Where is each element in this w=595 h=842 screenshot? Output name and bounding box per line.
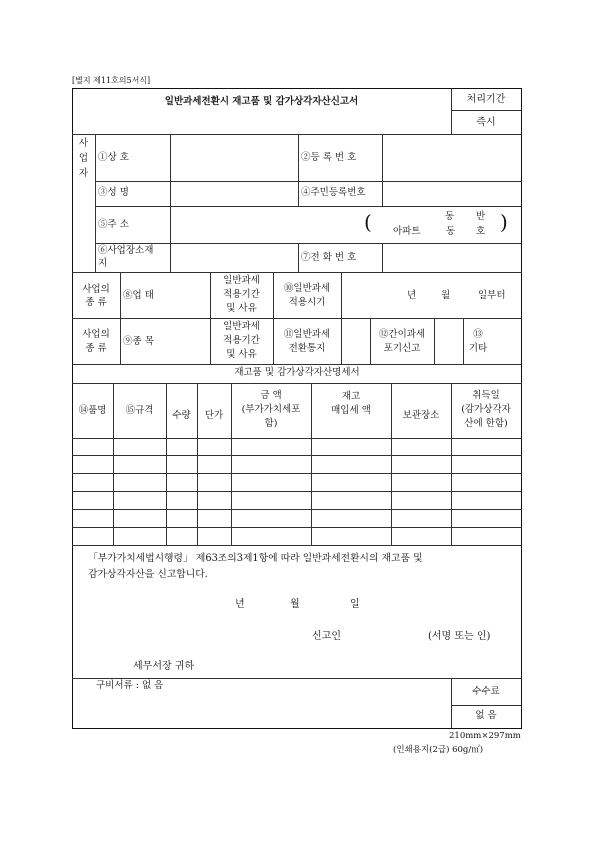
reg-number-label: ②등 록 번 호 [301, 152, 357, 163]
addressee: 세무서장 귀하 [133, 661, 195, 672]
col-unit-price: 단가 [204, 410, 224, 421]
frame-bottom [72, 728, 522, 729]
col-amount-c: 함) [264, 418, 278, 429]
divider [72, 318, 522, 319]
col-acquisition-date-c: 산에 한함) [464, 418, 508, 429]
address-apartment: 아파트 [393, 226, 421, 237]
reporter-label: 신고인 [312, 631, 341, 642]
divider [72, 438, 522, 439]
section-label-1: 사 [78, 138, 89, 149]
frame-right [521, 88, 522, 728]
divider [95, 206, 522, 207]
divider [434, 318, 435, 364]
form-reference: [별지 제11호의5서식] [72, 76, 151, 85]
apply-year: 년 [407, 290, 417, 301]
address-label: ⑤주 소 [98, 219, 129, 230]
divider [72, 272, 522, 273]
other-label-a: ⑬ [473, 329, 483, 340]
required-docs: 구비서류 : 없 음 [96, 680, 164, 691]
fee-label: 수수료 [472, 686, 500, 697]
divider [72, 383, 522, 384]
kind-label-1b: 종 류 [85, 297, 107, 308]
inventory-title: 재고품 및 감가상각자산명세서 [234, 367, 360, 378]
col-acquisition-date-a: 취득일 [472, 390, 500, 401]
apply-period-label-2b: 적용기간 [223, 335, 260, 346]
divider [72, 491, 522, 492]
apply-day-from: 일부터 [478, 290, 506, 301]
divider [298, 243, 299, 272]
divider [451, 110, 521, 111]
divider [197, 383, 198, 545]
person-name-label: ③성 명 [98, 187, 129, 198]
form-title: 일반과세전환시 재고품 및 감가상각자산신고서 [164, 96, 359, 107]
processing-period-value: 즉시 [476, 117, 496, 128]
divider [382, 243, 383, 272]
col-amount-b: (부가가치세포 [241, 404, 301, 415]
col-amount-a: 금 액 [260, 390, 282, 401]
processing-period-label: 처리기간 [466, 94, 506, 105]
divider [170, 134, 171, 272]
divider [72, 364, 522, 365]
divider [95, 243, 522, 244]
business-type-label: ⑧업 태 [123, 290, 154, 301]
declaration-day: 일 [350, 599, 360, 610]
apply-start-label-b: 적용시기 [288, 297, 326, 308]
address-close-paren: ) [500, 210, 508, 234]
address-dong: 동 [445, 211, 455, 222]
section-label-3: 자 [78, 168, 89, 179]
resident-number-label: ④주민등록번호 [301, 187, 366, 198]
address-building: 동 [446, 226, 456, 237]
divider [72, 455, 522, 456]
divider [95, 181, 522, 182]
declaration-year: 년 [235, 599, 245, 610]
address-unit: 호 [476, 226, 486, 237]
business-item-label: ⑨종 목 [123, 336, 154, 347]
frame-top [72, 88, 522, 89]
divider [95, 134, 96, 272]
business-place-label-2: 지 [98, 258, 108, 269]
apply-start-label-a: ⑩일반과세 [283, 283, 331, 294]
simple-tax-waiver-label-a: ⑫간이과세 [378, 329, 426, 340]
divider [382, 134, 383, 206]
kind-label-2a: 사업의 [82, 329, 110, 340]
conversion-notice-label-a: ⑪일반과세 [283, 329, 331, 340]
address-open-paren: ( [364, 210, 372, 234]
apply-period-label-1a: 일반과세 [223, 275, 260, 286]
section-label-2: 업 [78, 153, 89, 164]
col-item-name: ⑭품명 [78, 405, 107, 416]
conversion-notice-label-b: 전환통지 [288, 343, 326, 354]
col-storage: 보관장소 [402, 410, 440, 421]
apply-month: 월 [441, 290, 451, 301]
other-label-b: 기타 [468, 343, 488, 354]
divider [72, 134, 522, 135]
col-acquisition-date-b: (감가상각자 [461, 404, 511, 415]
apply-period-label-1c: 및 사유 [226, 303, 257, 314]
fee-value: 없 음 [475, 710, 497, 721]
declaration-line-1: 「부가가치세법시행령」 제63조의3제1항에 따라 일반과세전환시의 재고품 및 [88, 553, 423, 564]
divider [72, 678, 522, 679]
col-tax-a: 재고 [341, 391, 361, 402]
divider [72, 509, 522, 510]
business-place-label: ⑥사업장소재 [98, 245, 154, 256]
apply-period-label-2a: 일반과세 [223, 321, 260, 332]
divider [298, 134, 299, 206]
declaration-month: 월 [290, 599, 300, 610]
kind-label-1a: 사업의 [82, 284, 110, 295]
paper-type: (인쇄용지(2급) 60g/㎡) [393, 745, 484, 755]
apply-period-label-1b: 적용기간 [223, 289, 260, 300]
col-tax-b: 매입세 액 [331, 405, 371, 416]
signature-label: (서명 또는 인) [428, 631, 491, 642]
col-quantity: 수량 [172, 410, 191, 421]
divider [72, 545, 522, 546]
divider [391, 383, 392, 545]
apply-period-label-2c: 및 사유 [226, 349, 257, 360]
divider [72, 473, 522, 474]
simple-tax-waiver-label-b: 포기신고 [383, 343, 421, 354]
phone-label: ⑦전 화 번 호 [301, 252, 357, 263]
col-spec: ⑮규격 [125, 405, 154, 416]
address-ban: 반 [476, 211, 486, 222]
kind-label-2b: 종 류 [85, 343, 107, 354]
trade-name-label: ①상 호 [98, 152, 129, 163]
divider [166, 383, 167, 545]
divider [451, 705, 521, 706]
paper-size: 210mm×297mm [449, 731, 521, 741]
declaration-line-2: 감가상각자산을 신고합니다. [88, 569, 208, 580]
divider [72, 527, 522, 528]
